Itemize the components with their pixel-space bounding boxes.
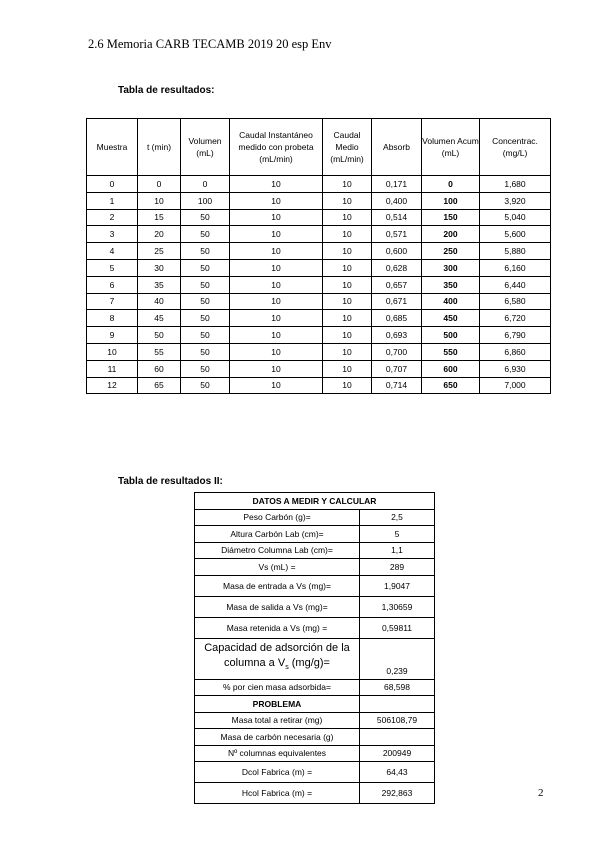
diametro-columna-label: Diámetro Columna Lab (cm)=: [195, 542, 360, 559]
table-row: [195, 542, 435, 559]
masa-entrada-value: 1,9047: [360, 575, 435, 596]
table-cell: 10: [230, 192, 323, 209]
table-cell: 3,920: [480, 192, 551, 209]
col-caudal-medio: Caudal Medio (mL/min): [323, 119, 372, 176]
table-cell: 200: [422, 226, 480, 243]
table-cell: 25: [138, 243, 181, 260]
table-cell: 400: [422, 293, 480, 310]
table-cell: 12: [87, 377, 138, 394]
table-cell: 450: [422, 310, 480, 327]
table-row: [87, 259, 551, 276]
table-cell: 10: [230, 176, 323, 193]
table-cell: 45: [138, 310, 181, 327]
table-cell: 10: [323, 310, 372, 327]
masa-carbon-label: Masa de carbón necesaria (g): [195, 729, 360, 746]
col-concentrac: Concentrac. (mg/L): [480, 119, 551, 176]
table-cell: 15: [138, 209, 181, 226]
altura-carbon-value: 5: [360, 526, 435, 543]
capacidad-label-sub: s: [285, 664, 289, 672]
col-absorb: Absorb: [372, 119, 422, 176]
table-cell: 0,685: [372, 310, 422, 327]
table-cell: 50: [181, 377, 230, 394]
document-header: 2.6 Memoria CARB TECAMB 2019 20 esp Env: [88, 37, 332, 51]
table-cell: 0,600: [372, 243, 422, 260]
diametro-columna-value: 1,1: [360, 542, 435, 559]
table-cell: 0,657: [372, 276, 422, 293]
masa-retenida-value: 0,59811: [360, 617, 435, 638]
table-cell: 0: [87, 176, 138, 193]
table-cell: 0,671: [372, 293, 422, 310]
table-cell: 6,860: [480, 343, 551, 360]
masa-salida-value: 1,30659: [360, 596, 435, 617]
table-cell: 50: [181, 360, 230, 377]
table-cell: 5,600: [480, 226, 551, 243]
table-cell: 50: [181, 276, 230, 293]
table-cell: 6,440: [480, 276, 551, 293]
table-cell: 650: [422, 377, 480, 394]
table-cell: 0,571: [372, 226, 422, 243]
table-cell: 6: [87, 276, 138, 293]
table-cell: 0: [138, 176, 181, 193]
table-cell: 50: [181, 293, 230, 310]
masa-entrada-label: Masa de entrada a Vs (mg)=: [195, 575, 360, 596]
table-cell: 0,400: [372, 192, 422, 209]
section-row: [195, 696, 435, 713]
table-cell: 6,720: [480, 310, 551, 327]
table-row: [195, 617, 435, 638]
table-cell: 5,880: [480, 243, 551, 260]
table-cell: 30: [138, 259, 181, 276]
table-cell: 40: [138, 293, 181, 310]
table-cell: 50: [181, 310, 230, 327]
table-cell: 10: [230, 293, 323, 310]
table-cell: 10: [323, 209, 372, 226]
table-row: [195, 509, 435, 526]
col-volumen: Volumen (mL): [181, 119, 230, 176]
table-cell: 3: [87, 226, 138, 243]
columnas-equivalentes-value: 200949: [360, 745, 435, 762]
results2-table: [194, 492, 435, 804]
section-datos-title: DATOS A MEDIR Y CALCULAR: [195, 493, 435, 510]
dcol-fabrica-label: Dcol Fabrica (m) =: [195, 762, 360, 783]
peso-carbon-label: Peso Carbón (g)=: [195, 509, 360, 526]
section-row: [195, 493, 435, 510]
table-cell: 7,000: [480, 377, 551, 394]
table-cell: 0,714: [372, 377, 422, 394]
table-cell: 10: [230, 209, 323, 226]
table-cell: 0,514: [372, 209, 422, 226]
table-cell: 6,580: [480, 293, 551, 310]
table-row: [195, 745, 435, 762]
hcol-fabrica-value: 292,863: [360, 783, 435, 804]
hcol-fabrica-label: Hcol Fabrica (m) =: [195, 783, 360, 804]
vs-value: 289: [360, 559, 435, 576]
table-cell: 50: [138, 327, 181, 344]
table1-title: Tabla de resultados:: [118, 85, 215, 96]
table-cell: 50: [181, 243, 230, 260]
col-volumen-acum: Volumen Acum (mL): [422, 119, 480, 176]
masa-total-label: Masa total a retirar (mg): [195, 712, 360, 729]
table-cell: 10: [230, 243, 323, 260]
altura-carbon-label: Altura Carbón Lab (cm)=: [195, 526, 360, 543]
table-row: [195, 526, 435, 543]
peso-carbon-value: 2,5: [360, 509, 435, 526]
dcol-fabrica-value: 64,43: [360, 762, 435, 783]
table-cell: 10: [230, 343, 323, 360]
results-header-row: [87, 119, 551, 176]
table-cell: 4: [87, 243, 138, 260]
capacidad-label-unit: (mg/g)=: [288, 657, 330, 670]
results-table: [86, 118, 551, 394]
table-cell: 8: [87, 310, 138, 327]
table-row: [195, 596, 435, 617]
table-cell: 350: [422, 276, 480, 293]
table-row: [195, 575, 435, 596]
table-row: [87, 360, 551, 377]
table-cell: 55: [138, 343, 181, 360]
table-cell: 20: [138, 226, 181, 243]
page-number: 2: [538, 787, 544, 799]
table-row: [195, 712, 435, 729]
table-cell: 65: [138, 377, 181, 394]
masa-salida-label: Masa de salida a Vs (mg)=: [195, 596, 360, 617]
col-muestra: Muestra: [87, 119, 138, 176]
table-cell: 6,160: [480, 259, 551, 276]
masa-retenida-label: Masa retenida a Vs (mg) =: [195, 617, 360, 638]
table-cell: 10: [323, 343, 372, 360]
table-cell: 50: [181, 226, 230, 243]
table-cell: 10: [323, 377, 372, 394]
table-row: [195, 679, 435, 696]
table-cell: 1,680: [480, 176, 551, 193]
table-cell: 7: [87, 293, 138, 310]
table-cell: 5,040: [480, 209, 551, 226]
table-cell: 50: [181, 327, 230, 344]
table-cell: 10: [323, 259, 372, 276]
table-cell: 2: [87, 209, 138, 226]
table-row: [195, 762, 435, 783]
table-cell: 9: [87, 327, 138, 344]
table-row: [87, 327, 551, 344]
table-cell: 0,628: [372, 259, 422, 276]
table-cell: 50: [181, 343, 230, 360]
table-cell: 150: [422, 209, 480, 226]
table-cell: 0,693: [372, 327, 422, 344]
table-cell: 10: [323, 226, 372, 243]
table-cell: 1: [87, 192, 138, 209]
table-cell: 5: [87, 259, 138, 276]
table-cell: 300: [422, 259, 480, 276]
vs-label: Vs (mL) =: [195, 559, 360, 576]
table-cell: 0,707: [372, 360, 422, 377]
columnas-equivalentes-label: Nº columnas equivalentes: [195, 745, 360, 762]
section-problema-empty: [360, 696, 435, 713]
table-cell: 10: [230, 310, 323, 327]
table-cell: 10: [138, 192, 181, 209]
table-cell: 10: [323, 360, 372, 377]
table-row: [195, 783, 435, 804]
table-cell: 35: [138, 276, 181, 293]
table-row: [87, 377, 551, 394]
table-cell: 0: [181, 176, 230, 193]
table-cell: 250: [422, 243, 480, 260]
table-cell: 10: [87, 343, 138, 360]
capacidad-label-line1: Capacidad de adsorción de la: [204, 642, 350, 655]
table-cell: 11: [87, 360, 138, 377]
table-cell: 10: [323, 293, 372, 310]
table-row: [87, 176, 551, 193]
table-cell: 550: [422, 343, 480, 360]
table-row: [87, 293, 551, 310]
table-cell: 10: [230, 360, 323, 377]
table-cell: 10: [230, 226, 323, 243]
capacidad-label-line2: columna a V: [224, 657, 286, 670]
col-caudal-instantaneo: Caudal Instantáneo medido con probeta (mL/min): [230, 119, 323, 176]
table-cell: 600: [422, 360, 480, 377]
table-cell: 100: [181, 192, 230, 209]
table-cell: 0,700: [372, 343, 422, 360]
table-row: [195, 638, 435, 679]
table-row: [87, 343, 551, 360]
table-cell: 50: [181, 209, 230, 226]
masa-total-value: 506108,79: [360, 712, 435, 729]
table-cell: 10: [230, 276, 323, 293]
table-row: [87, 192, 551, 209]
table-cell: 0: [422, 176, 480, 193]
capacidad-adsorcion-value: 0,239: [360, 638, 435, 679]
table-cell: 6,790: [480, 327, 551, 344]
porcien-masa-value: 68,598: [360, 679, 435, 696]
table-row: [195, 729, 435, 746]
table-cell: 500: [422, 327, 480, 344]
table-cell: 10: [230, 377, 323, 394]
table-cell: 10: [230, 259, 323, 276]
table-cell: 100: [422, 192, 480, 209]
table-cell: 6,930: [480, 360, 551, 377]
table-cell: 10: [323, 192, 372, 209]
table-cell: 50: [181, 259, 230, 276]
table-row: [87, 243, 551, 260]
table-cell: 10: [230, 327, 323, 344]
porcien-masa-label: % por cien masa adsorbida=: [195, 679, 360, 696]
table-cell: 0,171: [372, 176, 422, 193]
capacidad-adsorcion-label: [195, 638, 360, 679]
masa-carbon-value: [360, 729, 435, 746]
table-row: [195, 559, 435, 576]
table-cell: 60: [138, 360, 181, 377]
table-row: [87, 226, 551, 243]
table-cell: 10: [323, 243, 372, 260]
table-cell: 10: [323, 276, 372, 293]
table-row: [87, 310, 551, 327]
table2-title: Tabla de resultados II:: [118, 476, 223, 487]
section-problema-title: PROBLEMA: [195, 696, 360, 713]
table-cell: 10: [323, 176, 372, 193]
col-t: t (min): [138, 119, 181, 176]
table-row: [87, 276, 551, 293]
table-cell: 10: [323, 327, 372, 344]
table-row: [87, 209, 551, 226]
